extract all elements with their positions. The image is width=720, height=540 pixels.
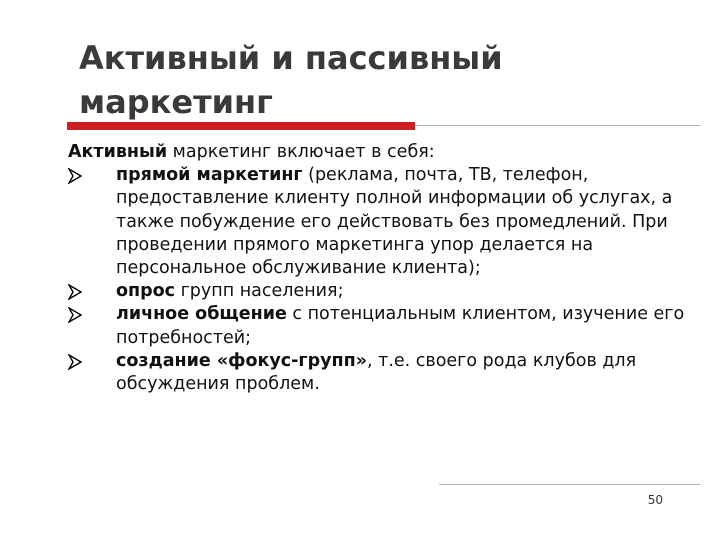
intro-bold: Активный [68,142,168,162]
bullet-text: (реклама, почта, ТВ, телефон, предоставление клиенту полной информации об услугах, а также побуждение его действовать без промедлений. При проведении прямого маркетинга упор делается на персональное обслуживание клиента); [116,165,673,279]
intro-line [68,141,698,164]
footer-divider [439,484,700,485]
bullet-text: , т.е. своего рода клубов для обсуждения проблем. [116,350,637,395]
bullet-bold: прямой маркетинг [116,165,303,186]
bullet-list [68,164,698,396]
slide-body [68,141,698,396]
title-line-1: Активный и пассивный [79,39,503,77]
arrow-bullet-icon [68,168,82,184]
bullet-text: групп населения; [175,281,344,302]
title-line-2: маркетинг [79,83,273,121]
page-number: 50 [647,493,663,507]
arrow-bullet-icon [68,307,82,323]
list-item [68,303,698,349]
bullet-bold: создание «фокус-групп» [116,350,367,371]
list-item [68,164,698,280]
slide-title [79,36,639,124]
intro-rest: маркетинг включает в себя: [167,142,435,162]
list-item [68,350,698,396]
title-accent-bar [67,122,415,130]
arrow-bullet-icon [68,284,82,300]
bullet-bold: личное общение [116,304,287,325]
arrow-bullet-icon [68,354,82,370]
list-item [68,280,698,303]
bullet-text: с потенциальным клиентом, изучение его потребностей; [116,304,685,348]
bullet-bold: опрос [116,281,176,302]
